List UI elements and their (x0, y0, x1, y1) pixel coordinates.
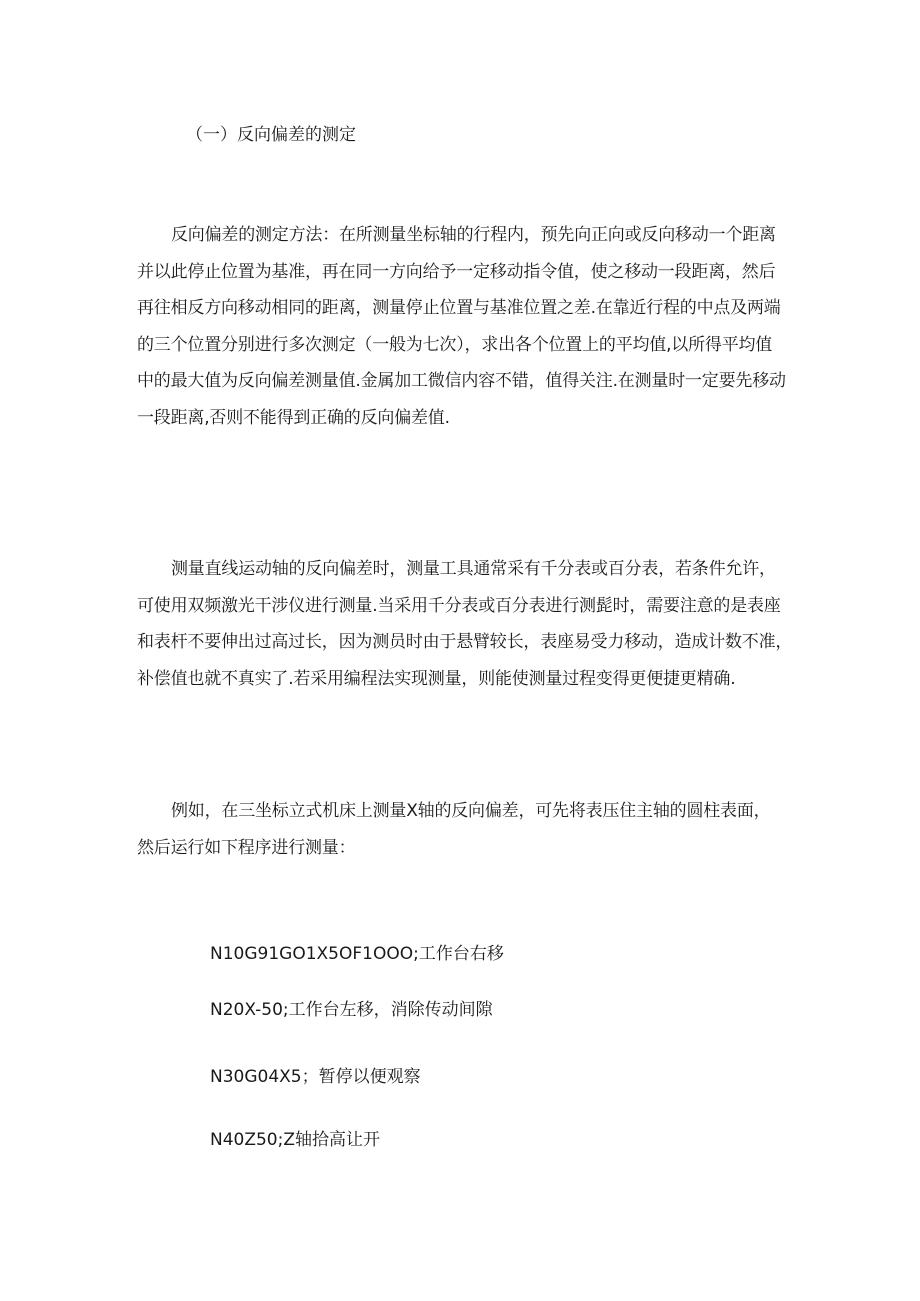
paragraph-line: 反向偏差的测定方法：在所测量坐标轴的行程内，预先向正向或反向移动一个距离 (171, 225, 776, 245)
paragraph-line: 再往相反方向移动相同的距离，测量停止位置与基准位置之差.在靠近行程的中点及两端 (137, 298, 781, 318)
paragraph-line: 例如，在三坐标立式机床上测量X轴的反向偏差，可先将表压住主轴的圆柱表面， (171, 801, 771, 821)
paragraph-line: 补偿值也就不真实了.若采用编程法实现测量，则能使测量过程变得更便捷更精确. (137, 668, 736, 689)
paragraph-tools (137, 551, 793, 697)
program-line-n30: N30G04X5；暂停以便观察 (210, 1067, 421, 1087)
paragraph-line: 和表杆不要伸出过高过长，因为测员时由于悬臂较长，表座易受力移动，造成计数不准， (137, 632, 793, 652)
paragraph-line: 中的最大值为反向偏差测量值.金属加工微信内容不错，值得关注.在测量时一定要先移动 (137, 371, 786, 391)
paragraph-line: 然后运行如下程序进行测量： (137, 837, 356, 858)
paragraph-line: 测量直线运动轴的反向偏差时，测量工具通常采有千分表或百分表，若条件允许， (171, 559, 776, 579)
section-heading: （一）反向偏差的测定 (186, 125, 356, 145)
program-line-n20: N20X-50;工作台左移，消除传动间隙 (210, 1000, 493, 1020)
program-line-n10: N10G91GO1X5OF1OOO;工作台右移 (210, 944, 504, 964)
paragraph-line: 一段距离,否则不能得到正确的反向偏差值. (137, 407, 450, 428)
program-line-n40: N40Z50;Z轴拾高让开 (210, 1130, 380, 1150)
paragraph-line: 的三个位置分别进行多次测定（一般为七次），求出各个位置上的平均值,以所得平均值 (137, 334, 773, 355)
paragraph-line: 可使用双频激光干涉仪进行测量.当采用千分表或百分表进行测髭时，需要注意的是表座 (137, 595, 781, 616)
paragraph-example (137, 793, 793, 866)
paragraph-line: 并以此停止位置为基准，再在同一方向给予一定移动指令值，使之移动一段距离，然后 (137, 261, 776, 282)
paragraph-method (137, 217, 793, 436)
